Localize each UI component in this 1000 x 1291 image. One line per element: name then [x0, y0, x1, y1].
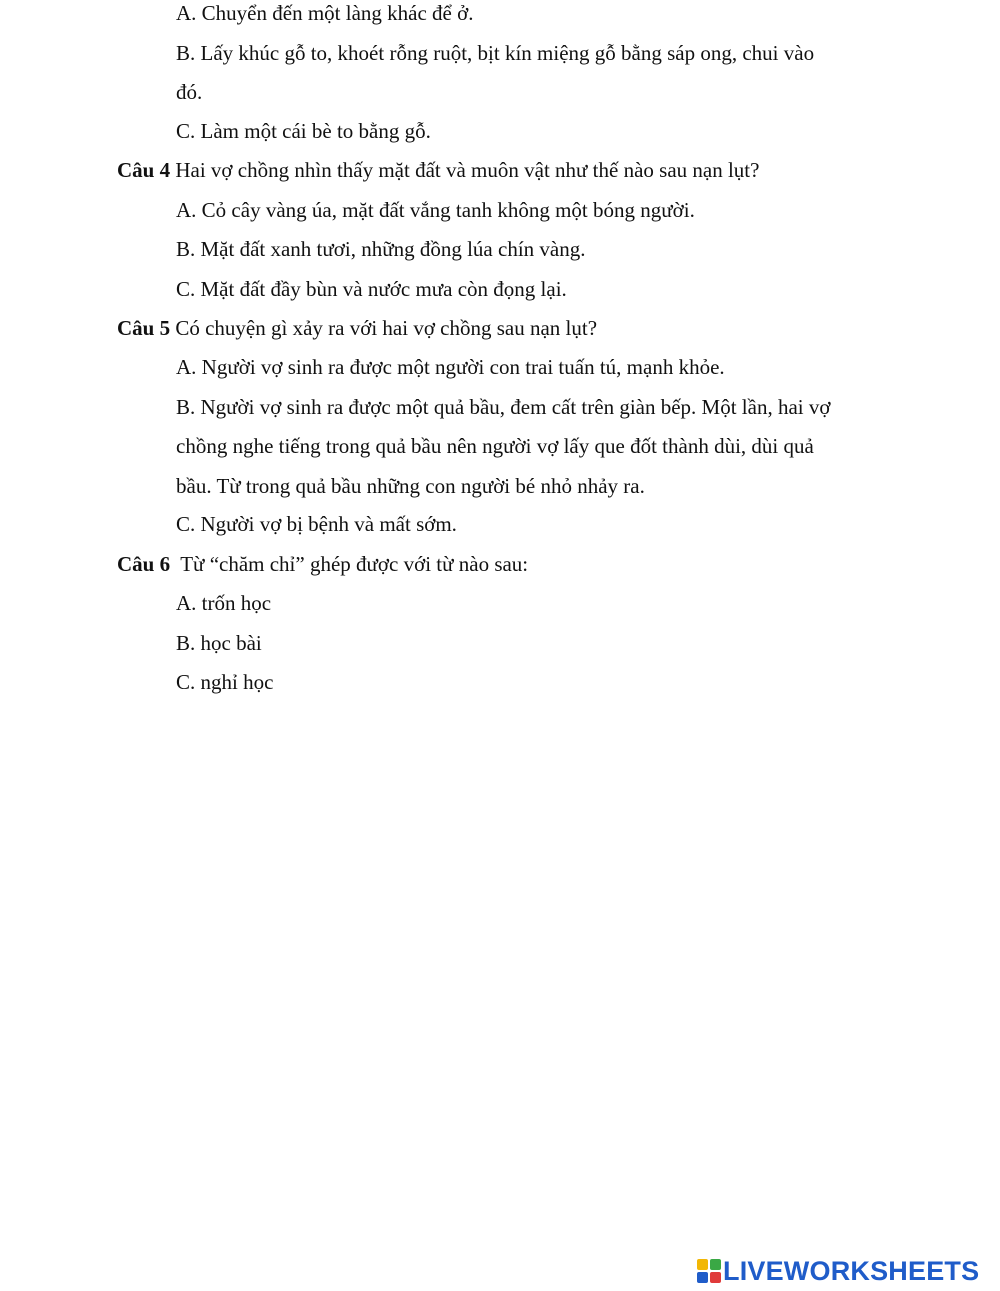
q4-option-c: C. Mặt đất đầy bùn và nước mưa còn đọng lại.: [176, 277, 567, 301]
q5-option-c: C. Người vợ bị bệnh và mất sớm.: [176, 512, 457, 536]
question-6: [117, 551, 528, 577]
q5-option-b: B. Người vợ sinh ra được một quả bầu, đem cất trên giàn bếp. Một lần, hai vợ: [176, 395, 831, 419]
question-6-label: Câu 6: [117, 552, 171, 576]
logo-tile-yellow: [697, 1259, 708, 1270]
q3-option-c: C. Làm một cái bè to bằng gỗ.: [176, 119, 431, 143]
q4-option-b: B. Mặt đất xanh tươi, những đồng lúa chín vàng.: [176, 237, 586, 261]
question-4-text: Hai vợ chồng nhìn thấy mặt đất và muôn vật như thế nào sau nạn lụt?: [170, 158, 760, 182]
question-5-label: Câu 5: [117, 316, 171, 340]
q6-option-a: A. trốn học: [176, 591, 272, 615]
q3-option-b: B. Lấy khúc gỗ to, khoét rỗng ruột, bịt kín miệng gỗ bằng sáp ong, chui vào: [176, 41, 815, 65]
question-5-text: Có chuyện gì xảy ra với hai vợ chồng sau nạn lụt?: [170, 316, 598, 340]
question-4-label: Câu 4: [117, 158, 171, 182]
logo-tile-green: [710, 1259, 721, 1270]
q5-option-b-cont-2: bầu. Từ trong quả bầu những con người bé nhỏ nhảy ra.: [176, 474, 645, 498]
question-6-text: Từ “chăm chỉ” ghép được với từ nào sau:: [170, 552, 529, 576]
logo-tile-red: [710, 1272, 721, 1283]
liveworksheets-logo-icon: [697, 1259, 721, 1283]
q4-option-a: A. Cỏ cây vàng úa, mặt đất vắng tanh không một bóng người.: [176, 198, 695, 222]
q3-option-b-cont: đó.: [176, 80, 203, 104]
q5-option-a: A. Người vợ sinh ra được một người con trai tuấn tú, mạnh khỏe.: [176, 355, 725, 379]
logo-tile-blue: [697, 1272, 708, 1283]
question-4: [117, 157, 759, 183]
q6-option-b: B. học bài: [176, 631, 262, 655]
q6-option-c: C. nghỉ học: [176, 670, 274, 694]
liveworksheets-brand[interactable]: [697, 1256, 979, 1286]
q5-option-b-cont-1: chồng nghe tiếng trong quả bầu nên người vợ lấy que đốt thành dùi, dùi quả: [176, 434, 814, 458]
question-5: [117, 315, 597, 341]
q3-option-a: A. Chuyển đến một làng khác để ở.: [176, 1, 474, 25]
brand-name: LIVEWORKSHEETS: [723, 1255, 980, 1286]
